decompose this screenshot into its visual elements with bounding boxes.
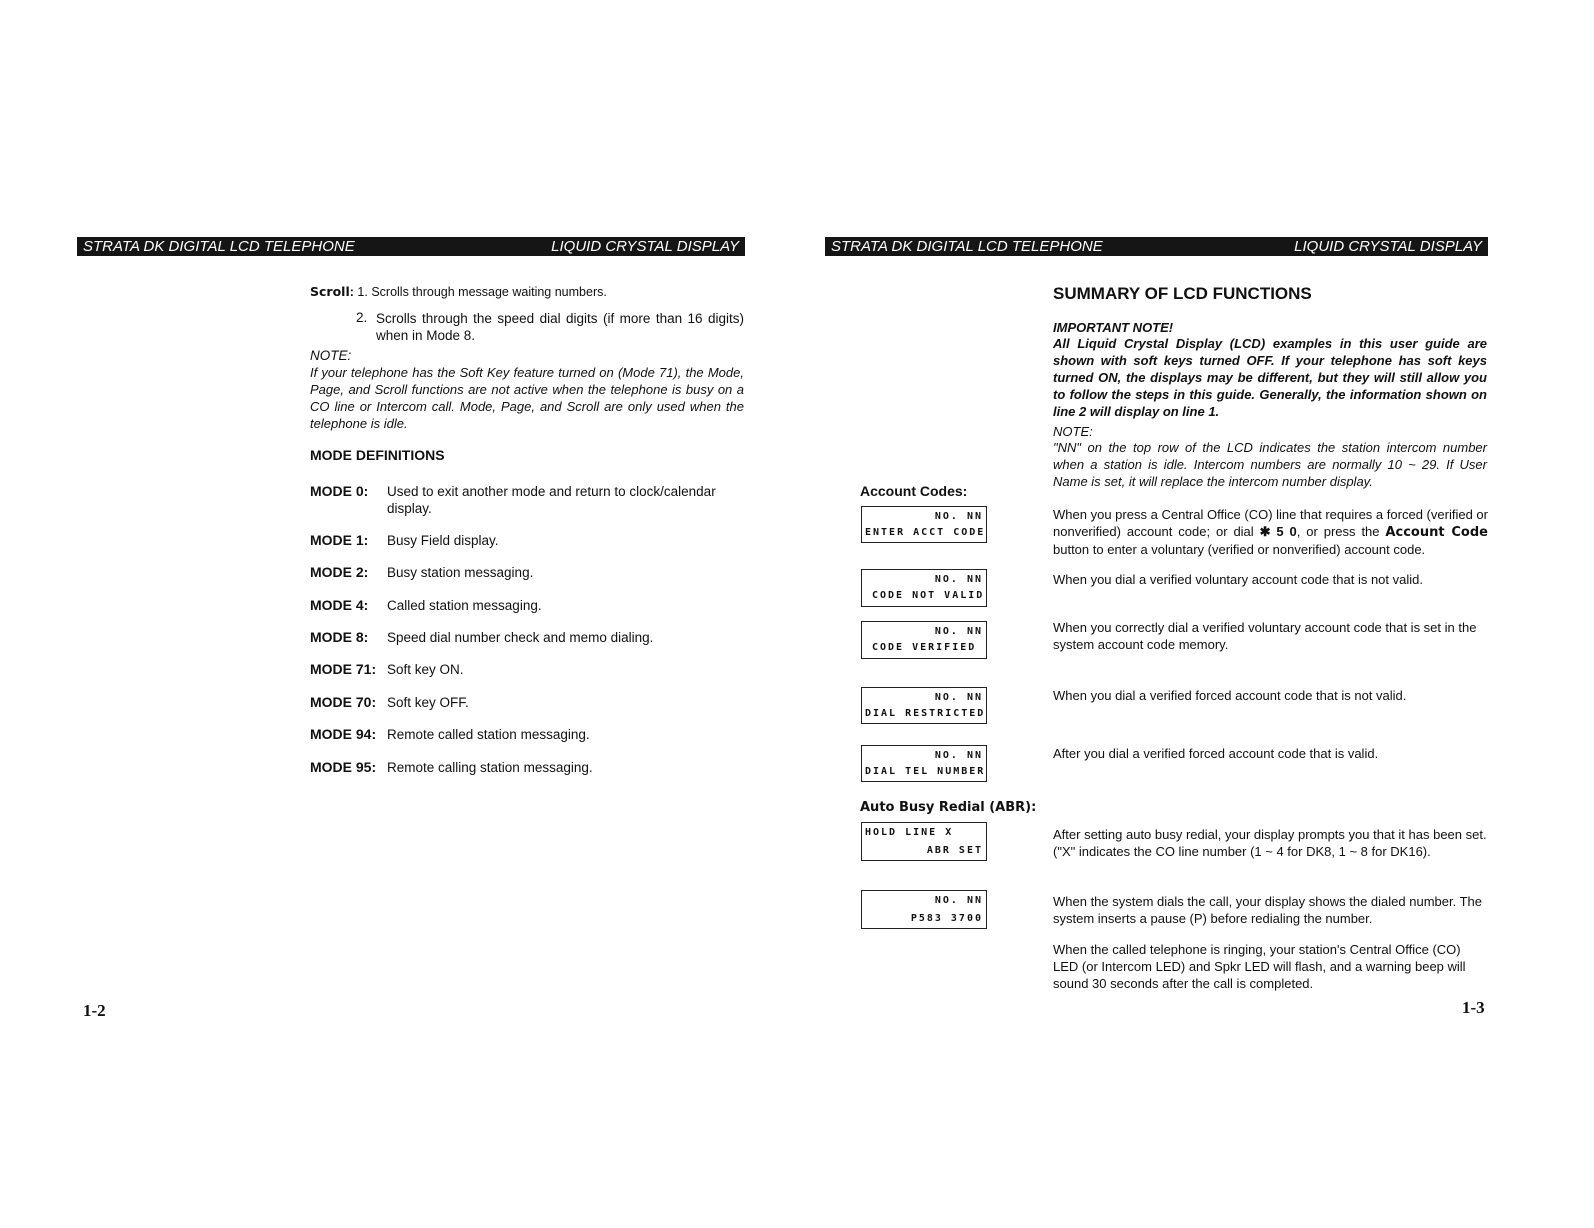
desc-code-not-valid: When you dial a verified voluntary account code that is not valid. (1053, 572, 1423, 587)
desc-dial-tel-number: After you dial a verified forced account code that is valid. (1053, 746, 1379, 761)
account-code-button-ref: Account Code (1385, 525, 1488, 540)
lcd-dialed-number: NO. NN P583 3700 (861, 890, 987, 929)
desc-enter-acct-code: When you press a Central Office (CO) line that requires a forced (verified or nonverified) account code; or dial ✱ 5 0, or press the Account Code button to enter a voluntary (verified or nonverified) account code. (1053, 507, 1488, 557)
right-header-title: STRATA DK DIGITAL LCD TELEPHONE (831, 238, 1103, 255)
mode-70-label: MODE 70: (310, 694, 377, 710)
desc-code-verified: When you correctly dial a verified voluntary account code that is set in the system account code memory. (1053, 620, 1477, 652)
summary-title: SUMMARY OF LCD FUNCTIONS (1053, 284, 1312, 303)
right-page-header (825, 237, 1488, 256)
mode-8-label: MODE 8: (310, 629, 369, 645)
mode-2-label: MODE 2: (310, 564, 369, 580)
mode-8-desc: Speed dial number check and memo dialing. (387, 630, 654, 645)
scroll-item-2-num: 2. (356, 310, 368, 325)
mode-1-desc: Busy Field display. (387, 533, 499, 548)
lcd-code-verified: NO. NN CODE VERIFIED (861, 621, 987, 659)
mode-0-desc: Used to exit another mode and return to clock/calendar display. (387, 484, 716, 516)
mode-71-label: MODE 71: (310, 661, 377, 677)
desc-abr-set: After setting auto busy redial, your display prompts you that it has been set. ("X" indicates the CO line number (1 ~ 4 for DK8, 1 ~ 8 for DK16). (1053, 827, 1487, 859)
mode-1-label: MODE 1: (310, 532, 369, 548)
lcd-enter-acct-code: NO. NN ENTER ACCT CODE (861, 506, 987, 543)
left-header-section: LIQUID CRYSTAL DISPLAY (551, 238, 739, 255)
scroll-item-1: Scroll: 1. Scrolls through message waiting numbers. (310, 284, 607, 299)
mode-94-desc: Remote called station messaging. (387, 727, 590, 742)
mode-4-label: MODE 4: (310, 597, 369, 613)
mode-2-desc: Busy station messaging. (387, 565, 534, 580)
left-page-number: 1-2 (83, 1001, 106, 1020)
mode-definitions-heading: MODE DEFINITIONS (310, 447, 445, 463)
mode-71-desc: Soft key ON. (387, 662, 464, 677)
desc-dialed-number: When the system dials the call, your display shows the dialed number. The system inserts a pause (P) before redialing the number. (1053, 894, 1482, 926)
mode-4-desc: Called station messaging. (387, 598, 542, 613)
important-note-text: All Liquid Crystal Display (LCD) examples in this user guide are shown with soft keys turned OFF. If your telephone has soft keys turned ON, the displays may be different, but they will still allow you to follow the steps in this guide. Generally, the information shown on line 2 will display on line 1. (1053, 336, 1487, 419)
lcd-dial-restricted: NO. NN DIAL RESTRICTED (861, 687, 987, 724)
desc-ringing: When the called telephone is ringing, your station's Central Office (CO) LED (or Intercom LED) and Spkr LED will flash, and a warning beep will sound 30 seconds after the call is completed. (1053, 942, 1466, 991)
scroll-item-2: Scrolls through the speed dial digits (if more than 16 digits) when in Mode 8. (376, 311, 744, 343)
left-note-text: If your telephone has the Soft Key feature turned on (Mode 71), the Mode, Page, and Scroll functions are not active when the telephone is busy on a CO line or Intercom call. Mode, Page, and Scroll are only used when the telephone is idle. (310, 365, 744, 431)
desc-dial-restricted: When you dial a verified forced account code that is not valid. (1053, 688, 1407, 703)
right-note-text: "NN" on the top row of the LCD indicates the station intercom number when a station is idle. Intercom numbers are normally 10 ~ 29. If User Name is set, it will replace the intercom number display. (1053, 440, 1487, 489)
left-page-header (77, 237, 745, 256)
mode-95-label: MODE 95: (310, 759, 377, 775)
account-codes-label: Account Codes: (860, 483, 968, 499)
lcd-hold-line-abr-set: HOLD LINE X ABR SET (861, 822, 987, 861)
mode-0-label: MODE 0: (310, 483, 369, 499)
lcd-code-not-valid: NO. NN CODE NOT VALID (861, 569, 987, 607)
lcd-dial-tel-number: NO. NN DIAL TEL NUMBER (861, 745, 987, 782)
right-note-title: NOTE: (1053, 424, 1093, 439)
mode-95-desc: Remote calling station messaging. (387, 760, 593, 775)
left-note-title: NOTE: (310, 348, 352, 363)
right-page-number: 1-3 (1462, 998, 1485, 1017)
left-header-title: STRATA DK DIGITAL LCD TELEPHONE (83, 238, 355, 255)
right-header-section: LIQUID CRYSTAL DISPLAY (1294, 238, 1482, 255)
important-note-title: IMPORTANT NOTE! (1053, 320, 1174, 335)
mode-94-label: MODE 94: (310, 726, 377, 742)
abr-label: Auto Busy Redial (ABR): (860, 800, 1037, 815)
mode-70-desc: Soft key OFF. (387, 695, 469, 710)
scroll-label: Scroll (310, 284, 350, 299)
